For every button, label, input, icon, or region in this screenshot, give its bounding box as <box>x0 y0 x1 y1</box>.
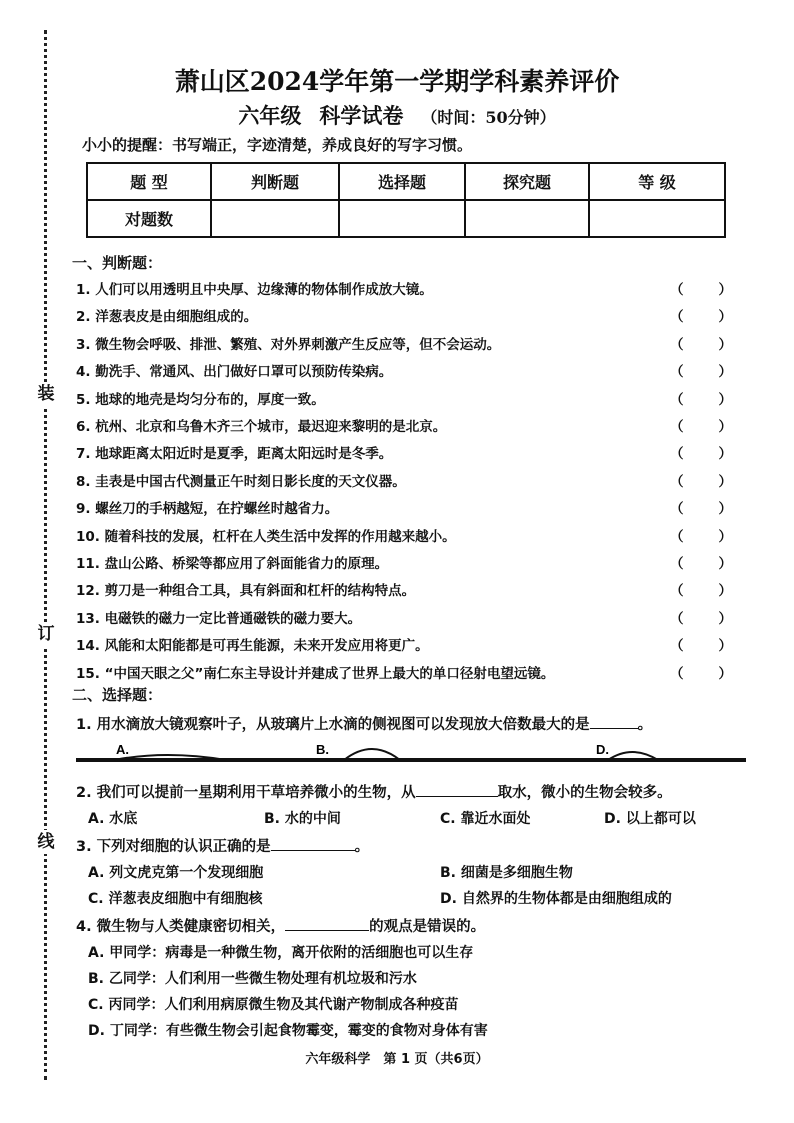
q3-option-c[interactable]: C. 洋葱表皮细胞中有细胞核 <box>88 891 263 907</box>
paren-close: ） <box>718 583 732 600</box>
paren-open: （ <box>670 638 684 655</box>
answer-parentheses[interactable] <box>670 470 732 494</box>
judge-question <box>76 525 736 549</box>
section2-title: 二、选择题： <box>72 686 163 704</box>
q4-answer-blank[interactable] <box>285 914 369 931</box>
paren-close: ） <box>718 364 732 381</box>
paren-close: ） <box>718 556 732 572</box>
drop-label-d: D. <box>596 742 609 757</box>
q2-answer-blank[interactable] <box>416 780 498 797</box>
score-header-choice: 选择题 <box>339 163 465 200</box>
q4-option-a[interactable]: A. 甲同学：病毒是一种微生物，离开依附的活细胞也可以生存 <box>88 945 474 961</box>
answer-parentheses[interactable] <box>670 579 732 603</box>
paren-close: ） <box>718 638 732 655</box>
q4-option-d[interactable]: D. 丁同学：有些微生物会引起食物霉变，霉变的食物对身体有害 <box>88 1023 488 1039</box>
answer-parentheses[interactable] <box>670 552 732 576</box>
answer-parentheses[interactable] <box>670 278 732 302</box>
q3-option-b[interactable]: B. 细菌是多细胞生物 <box>440 865 573 881</box>
judge-question-text: 14. 风能和太阳能都是可再生能源，未来开发应用将更广。 <box>76 638 429 655</box>
answer-parentheses[interactable] <box>670 497 732 521</box>
paren-close: ） <box>718 610 732 627</box>
judge-question-text: 2. 洋葱表皮是由细胞组成的。 <box>76 309 258 326</box>
q2-option-a[interactable]: A. 水底 <box>88 811 138 827</box>
paren-close: ） <box>718 282 732 298</box>
paren-open: （ <box>670 282 684 298</box>
q3-text: 3. 下列对细胞的认识正确的是 <box>76 839 271 855</box>
paren-open: （ <box>670 309 684 326</box>
grade-label: 六年级 <box>238 103 302 128</box>
q2-text-post: 取水，微小的生物会较多。 <box>497 785 672 801</box>
judge-question <box>76 634 736 658</box>
page-footer: 六年级科学 第 1 页（共6页） <box>305 1052 489 1067</box>
answer-parentheses[interactable] <box>670 415 732 439</box>
judge-question <box>76 360 736 384</box>
drop-label-b: B. <box>316 742 329 757</box>
paren-close: ） <box>718 528 732 545</box>
q2-option-c[interactable]: C. 靠近水面处 <box>440 811 531 827</box>
paren-open: （ <box>670 364 684 381</box>
judge-question <box>76 388 736 412</box>
paren-open: （ <box>670 419 684 435</box>
answer-parentheses[interactable] <box>670 388 732 412</box>
writing-tip: 小小的提醒：书写端正，字迹清楚，养成良好的写字习惯。 <box>82 136 473 154</box>
paren-close: ） <box>718 665 732 682</box>
score-header-grade: 等 级 <box>589 163 725 200</box>
binding-char-ding: 订 <box>34 622 58 646</box>
paren-close: ） <box>718 336 732 353</box>
score-table-header-row <box>87 163 725 200</box>
judge-question-text: 1. 人们可以用透明且中央厚、边缘薄的物体制作成放大镜。 <box>76 282 433 298</box>
section1-title: 一、判断题： <box>72 254 163 272</box>
judge-question-text: 12. 剪刀是一种组合工具，具有斜面和杠杆的结构特点。 <box>76 583 416 600</box>
q1-text: 1. 用水滴放大镜观察叶子，从玻璃片上水滴的侧视图可以发现放大倍数最大的是 <box>76 717 590 733</box>
water-drop-diagram <box>76 740 746 770</box>
exam-title: 萧山区2024学年第一学期学科素养评价 <box>174 67 620 96</box>
judge-question-text: 11. 盘山公路、桥梁等都应用了斜面能省力的原理。 <box>76 556 389 572</box>
q2-text-pre: 2. 我们可以提前一星期利用干草培养微小的生物，从 <box>76 785 416 801</box>
answer-parentheses[interactable] <box>670 662 732 686</box>
judge-question <box>76 552 736 576</box>
score-cell-inquiry[interactable] <box>465 200 589 237</box>
paren-open: （ <box>670 391 684 408</box>
choice-question-1 <box>76 712 746 737</box>
judge-question <box>76 497 736 521</box>
q1-end: 。 <box>637 717 653 733</box>
score-table <box>86 162 726 238</box>
binding-line <box>38 30 54 1080</box>
score-header-type: 题 型 <box>87 163 211 200</box>
judge-question <box>76 662 736 686</box>
answer-parentheses[interactable] <box>670 525 732 549</box>
q4-text-post: 的观点是错误的。 <box>369 919 486 935</box>
score-cell-judge[interactable] <box>211 200 339 237</box>
exam-subtitle <box>0 100 794 130</box>
answer-parentheses[interactable] <box>670 360 732 384</box>
paren-open: （ <box>670 336 684 353</box>
answer-parentheses[interactable] <box>670 333 732 357</box>
q3-option-a[interactable]: A. 列文虎克第一个发现细胞 <box>88 865 264 881</box>
score-table-count-row <box>87 200 725 237</box>
answer-parentheses[interactable] <box>670 442 732 466</box>
judge-question <box>76 579 736 603</box>
answer-parentheses[interactable] <box>670 634 732 658</box>
judge-question <box>76 442 736 466</box>
binding-char-xian: 线 <box>34 830 58 854</box>
judge-question-text: 8. 圭表是中国古代测量正午时刻日影长度的天文仪器。 <box>76 473 406 490</box>
judge-question <box>76 415 736 439</box>
judge-question-text: 10. 随着科技的发展，杠杆在人类生活中发挥的作用越来越小。 <box>76 528 456 545</box>
score-cell-choice[interactable] <box>339 200 465 237</box>
judge-question-text: 3. 微生物会呼吸、排泄、繁殖、对外界刺激产生反应等，但不会运动。 <box>76 336 501 353</box>
score-cell-grade[interactable] <box>589 200 725 237</box>
judge-question-text: 9. 螺丝刀的手柄越短，在拧螺丝时越省力。 <box>76 501 339 518</box>
q4-option-c[interactable]: C. 丙同学：人们利用病原微生物及其代谢产物制成各种疫苗 <box>88 997 459 1013</box>
judge-question <box>76 470 736 494</box>
judge-question-text: 6. 杭州、北京和乌鲁木齐三个城市，最迟迎来黎明的是北京。 <box>76 419 447 435</box>
q4-option-b[interactable]: B. 乙同学：人们利用一些微生物处理有机垃圾和污水 <box>88 971 417 987</box>
paren-open: （ <box>670 556 684 572</box>
paren-open: （ <box>670 501 684 518</box>
drop-label-a: A. <box>116 742 129 757</box>
q1-answer-blank[interactable] <box>590 712 638 729</box>
judge-question-text: 13. 电磁铁的磁力一定比普通磁铁的磁力要大。 <box>76 610 362 627</box>
answer-parentheses[interactable] <box>670 607 732 631</box>
water-drop-figure <box>76 740 746 770</box>
judge-question <box>76 607 736 631</box>
dotted-binding-line <box>44 30 47 1080</box>
time-label: （时间：50分钟） <box>421 108 556 127</box>
paren-close: ） <box>718 309 732 326</box>
paren-close: ） <box>718 391 732 408</box>
paren-open: （ <box>670 446 684 463</box>
paren-close: ） <box>718 473 732 490</box>
q3-answer-blank[interactable] <box>271 834 355 851</box>
choice-question-4 <box>76 914 746 939</box>
paren-close: ） <box>718 419 732 435</box>
judge-question <box>76 333 736 357</box>
paren-close: ） <box>718 446 732 463</box>
judge-question-text: 15. “中国天眼之父”南仁东主导设计并建成了世界上最大的单口径射电望远镜。 <box>76 665 555 682</box>
judge-question <box>76 278 736 302</box>
score-header-judge: 判断题 <box>211 163 339 200</box>
paren-open: （ <box>670 665 684 682</box>
q2-option-d[interactable]: D. 以上都可以 <box>604 811 696 827</box>
paren-close: ） <box>718 501 732 518</box>
paren-open: （ <box>670 610 684 627</box>
judge-question <box>76 305 736 329</box>
paren-open: （ <box>670 528 684 545</box>
q4-text-pre: 4. 微生物与人类健康密切相关， <box>76 919 286 935</box>
paren-open: （ <box>670 583 684 600</box>
q3-end: 。 <box>354 839 370 855</box>
judge-question-text: 7. 地球距离太阳近时是夏季，距离太阳远时是冬季。 <box>76 446 393 463</box>
judge-question-text: 4. 勤洗手、常通风、出门做好口罩可以预防传染病。 <box>76 364 393 381</box>
choice-question-3 <box>76 834 746 859</box>
score-row-label: 对题数 <box>87 200 211 237</box>
subject-label: 科学试卷 <box>319 103 404 128</box>
score-header-inquiry: 探究题 <box>465 163 589 200</box>
paren-open: （ <box>670 473 684 490</box>
q3-option-d[interactable]: D. 自然界的生物体都是由细胞组成的 <box>440 891 672 907</box>
binding-char-zhuang: 装 <box>34 382 58 406</box>
choice-question-2 <box>76 780 746 805</box>
judge-question-text: 5. 地球的地壳是均匀分布的，厚度一致。 <box>76 391 325 408</box>
answer-parentheses[interactable] <box>670 305 732 329</box>
q2-option-b[interactable]: B. 水的中间 <box>264 811 341 827</box>
